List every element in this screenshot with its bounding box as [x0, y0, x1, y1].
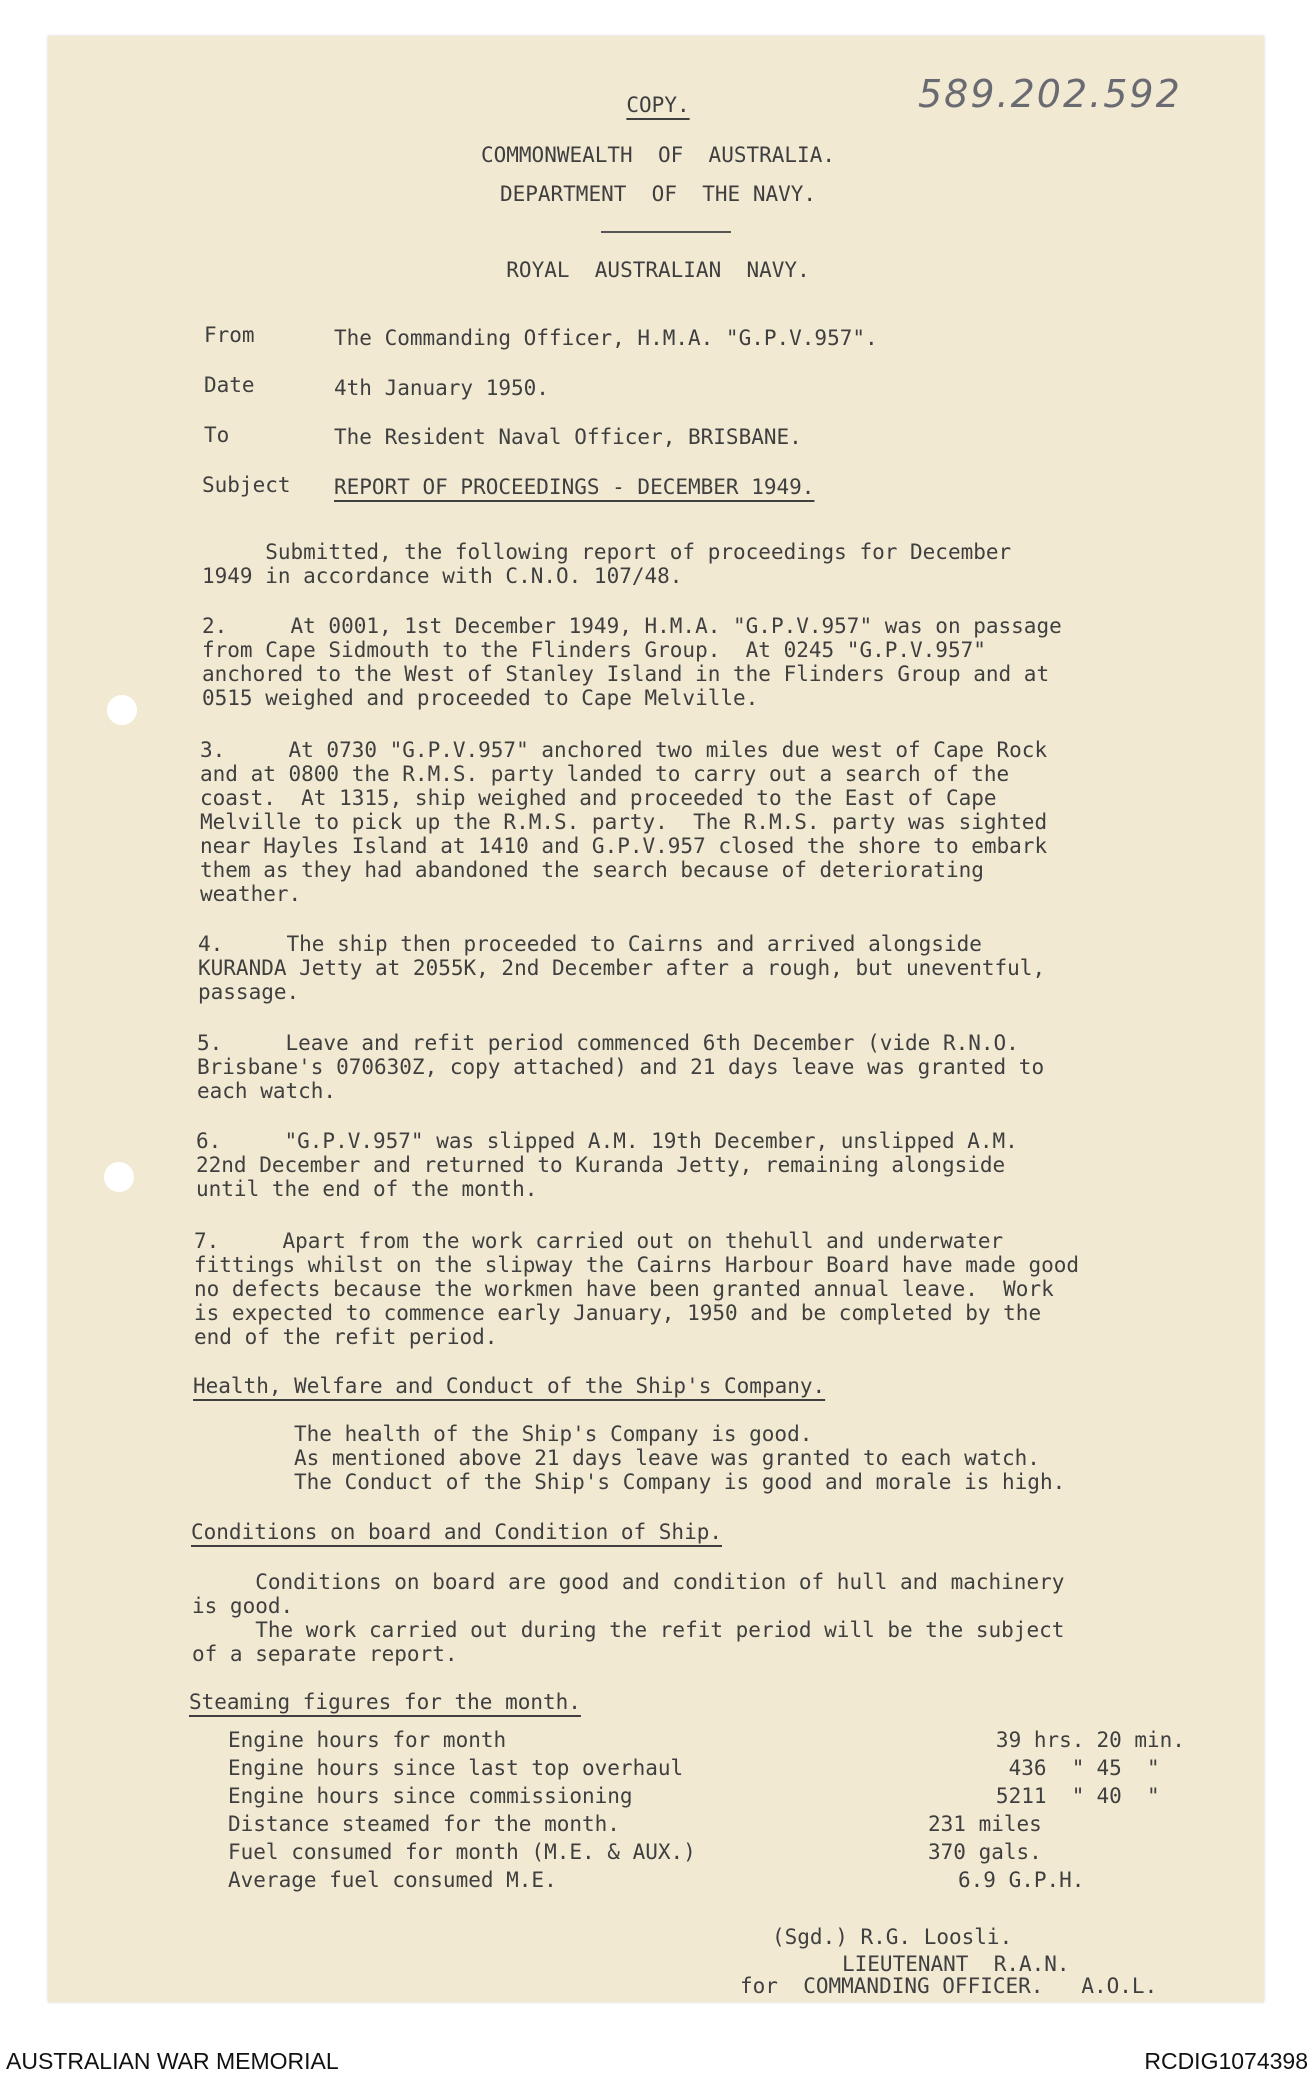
paragraph-line: passage. [198, 980, 300, 1004]
punch-hole [107, 695, 137, 725]
footer-institution: AUSTRALIAN WAR MEMORIAL [6, 2048, 339, 2074]
conditions-body [192, 1570, 1064, 1666]
conditions-heading: Conditions on board and Condition of Ship. [191, 1520, 723, 1544]
steaming-label: Fuel consumed for month (M.E. & AUX.) [228, 1840, 696, 1864]
table-row [228, 1868, 1276, 1896]
paragraph-5 [197, 1031, 1044, 1103]
paragraph-line: 7. Apart from the work carried out on thehull and underwater [194, 1229, 1004, 1253]
steaming-value-secondary [1096, 1868, 1276, 1896]
paragraph-line: Submitted, the following report of proceedings for December [202, 540, 1012, 564]
memo-label-date: Date [204, 373, 255, 397]
memo-label-to: To [204, 423, 230, 447]
table-row [228, 1756, 1276, 1784]
header-divider [601, 231, 731, 233]
paragraph-line: is good. [192, 1594, 294, 1618]
steaming-value-secondary: 40 " [1096, 1784, 1160, 1808]
header-ran: ROYAL AUSTRALIAN NAVY. [506, 258, 810, 282]
steaming-label: Engine hours since last top overhaul [228, 1756, 684, 1780]
steaming-label: Engine hours since commissioning [228, 1784, 633, 1808]
paragraph-line: is expected to commence early January, 1950 and be completed by the [194, 1301, 1042, 1325]
signature-role: for COMMANDING OFFICER. A.O.L. [740, 1974, 1158, 1998]
paragraph-line: 5. Leave and refit period commenced 6th December (vide R.N.O. [197, 1031, 1019, 1055]
paragraph-2 [202, 614, 1062, 710]
paragraph-line: 1949 in accordance with C.N.O. 107/48. [202, 564, 683, 588]
paragraph-line: from Cape Sidmouth to the Flinders Group. At 0245 "G.P.V.957" [202, 638, 986, 662]
paragraph-line: Melville to pick up the R.M.S. party. The R.M.S. party was sighted [200, 810, 1048, 834]
paragraph-line: them as they had abandoned the search because of deteriorating [200, 858, 984, 882]
paragraph-line: near Hayles Island at 1410 and G.P.V.957 closed the shore to embark [200, 834, 1048, 858]
paragraph-line: The health of the Ship's Company is good. [294, 1422, 813, 1446]
paragraph-line: KURANDA Jetty at 2055K, 2nd December after a rough, but uneventful, [198, 956, 1046, 980]
paragraph-line: anchored to the West of Stanley Island in the Flinders Group and at [202, 662, 1050, 686]
memo-value-date: 4th January 1950. [334, 376, 549, 400]
footer-record-id: RCDIG1074398 [1144, 2048, 1308, 2074]
paragraph-line: of a separate report. [192, 1642, 458, 1666]
paragraph-line: The work carried out during the refit period will be the subject [192, 1618, 1065, 1642]
paragraph-1 [202, 540, 1011, 588]
memo-label-from: From [204, 323, 255, 347]
paragraph-line: 0515 weighed and proceeded to Cape Melville. [202, 686, 759, 710]
paragraph-line: 6. "G.P.V.957" was slipped A.M. 19th December, unslipped A.M. [196, 1129, 1018, 1153]
paragraph-7 [194, 1229, 1079, 1349]
steaming-value: 436 " [1008, 1756, 1085, 1780]
memo-value-subject: REPORT OF PROCEEDINGS - DECEMBER 1949. [334, 475, 815, 499]
header-department: DEPARTMENT OF THE NAVY. [499, 182, 817, 206]
paragraph-line: end of the refit period. [194, 1325, 498, 1349]
signature-name: (Sgd.) R.G. Loosli. [772, 1925, 1013, 1949]
paragraph-line: fittings whilst on the slipway the Cairns Harbour Board have made good [194, 1253, 1080, 1277]
health-body [294, 1422, 1065, 1494]
steaming-value: 6.9 G.P.H. [958, 1868, 1085, 1892]
handwritten-reference-number: 589.202.592 [918, 72, 1182, 116]
paragraph-line: and at 0800 the R.M.S. party landed to carry out a search of the [200, 762, 1010, 786]
paragraph-line: Conditions on board are good and condition of hull and machinery [192, 1570, 1065, 1594]
steaming-label: Distance steamed for the month. [228, 1812, 620, 1836]
paragraph-line: 3. At 0730 "G.P.V.957" anchored two miles due west of Cape Rock [200, 738, 1048, 762]
paragraph-line: The Conduct of the Ship's Company is good and morale is high. [294, 1470, 1066, 1494]
steaming-label: Engine hours for month [228, 1728, 507, 1752]
paragraph-line: until the end of the month. [196, 1177, 538, 1201]
paragraph-line: coast. At 1315, ship weighed and proceeded to the East of Cape [200, 786, 997, 810]
steaming-figures-table [228, 1728, 1276, 1896]
paragraph-line: 4. The ship then proceeded to Cairns and arrived alongside [198, 932, 982, 956]
table-row [228, 1812, 1276, 1840]
paragraph-line: As mentioned above 21 days leave was granted to each watch. [294, 1446, 1040, 1470]
signature-rank: LIEUTENANT R.A.N. [842, 1952, 1070, 1976]
paragraph-line: each watch. [197, 1079, 337, 1103]
paragraph-line: weather. [200, 882, 302, 906]
steaming-value: 370 gals. [928, 1840, 1042, 1864]
steaming-value-secondary [1096, 1812, 1276, 1840]
paragraph-4 [198, 932, 1045, 1004]
steaming-label: Average fuel consumed M.E. [228, 1868, 557, 1892]
paragraph-line: no defects because the workmen have been granted annual leave. Work [194, 1277, 1054, 1301]
steaming-value-secondary: 20 min. [1096, 1728, 1185, 1752]
health-heading: Health, Welfare and Conduct of the Ship's Company. [193, 1374, 826, 1398]
memo-label-subject: Subject [202, 473, 291, 497]
steaming-heading: Steaming figures for the month. [189, 1690, 581, 1714]
table-row [228, 1840, 1276, 1868]
memo-value-to: The Resident Naval Officer, BRISBANE. [334, 425, 802, 449]
steaming-value-secondary [1096, 1840, 1276, 1868]
header-commonwealth: COMMONWEALTH OF AUSTRALIA. [480, 143, 835, 167]
steaming-value: 39 hrs. [995, 1728, 1085, 1752]
paragraph-line: Brisbane's 070630Z, copy attached) and 21 days leave was granted to [197, 1055, 1045, 1079]
paragraph-6 [196, 1129, 1018, 1201]
steaming-value: 5211 " [995, 1784, 1085, 1808]
punch-hole [104, 1162, 134, 1192]
table-row [228, 1784, 1276, 1812]
paragraph-3 [200, 738, 1047, 906]
paragraph-line: 2. At 0001, 1st December 1949, H.M.A. "G.P.V.957" was on passage [202, 614, 1062, 638]
copy-label: COPY. [626, 93, 690, 117]
paragraph-line: 22nd December and returned to Kuranda Jetty, remaining alongside [196, 1153, 1006, 1177]
table-row [228, 1728, 1276, 1756]
steaming-value-secondary: 45 " [1096, 1756, 1160, 1780]
memo-value-from: The Commanding Officer, H.M.A. "G.P.V.957". [334, 326, 878, 350]
steaming-value: 231 miles [928, 1812, 1042, 1836]
